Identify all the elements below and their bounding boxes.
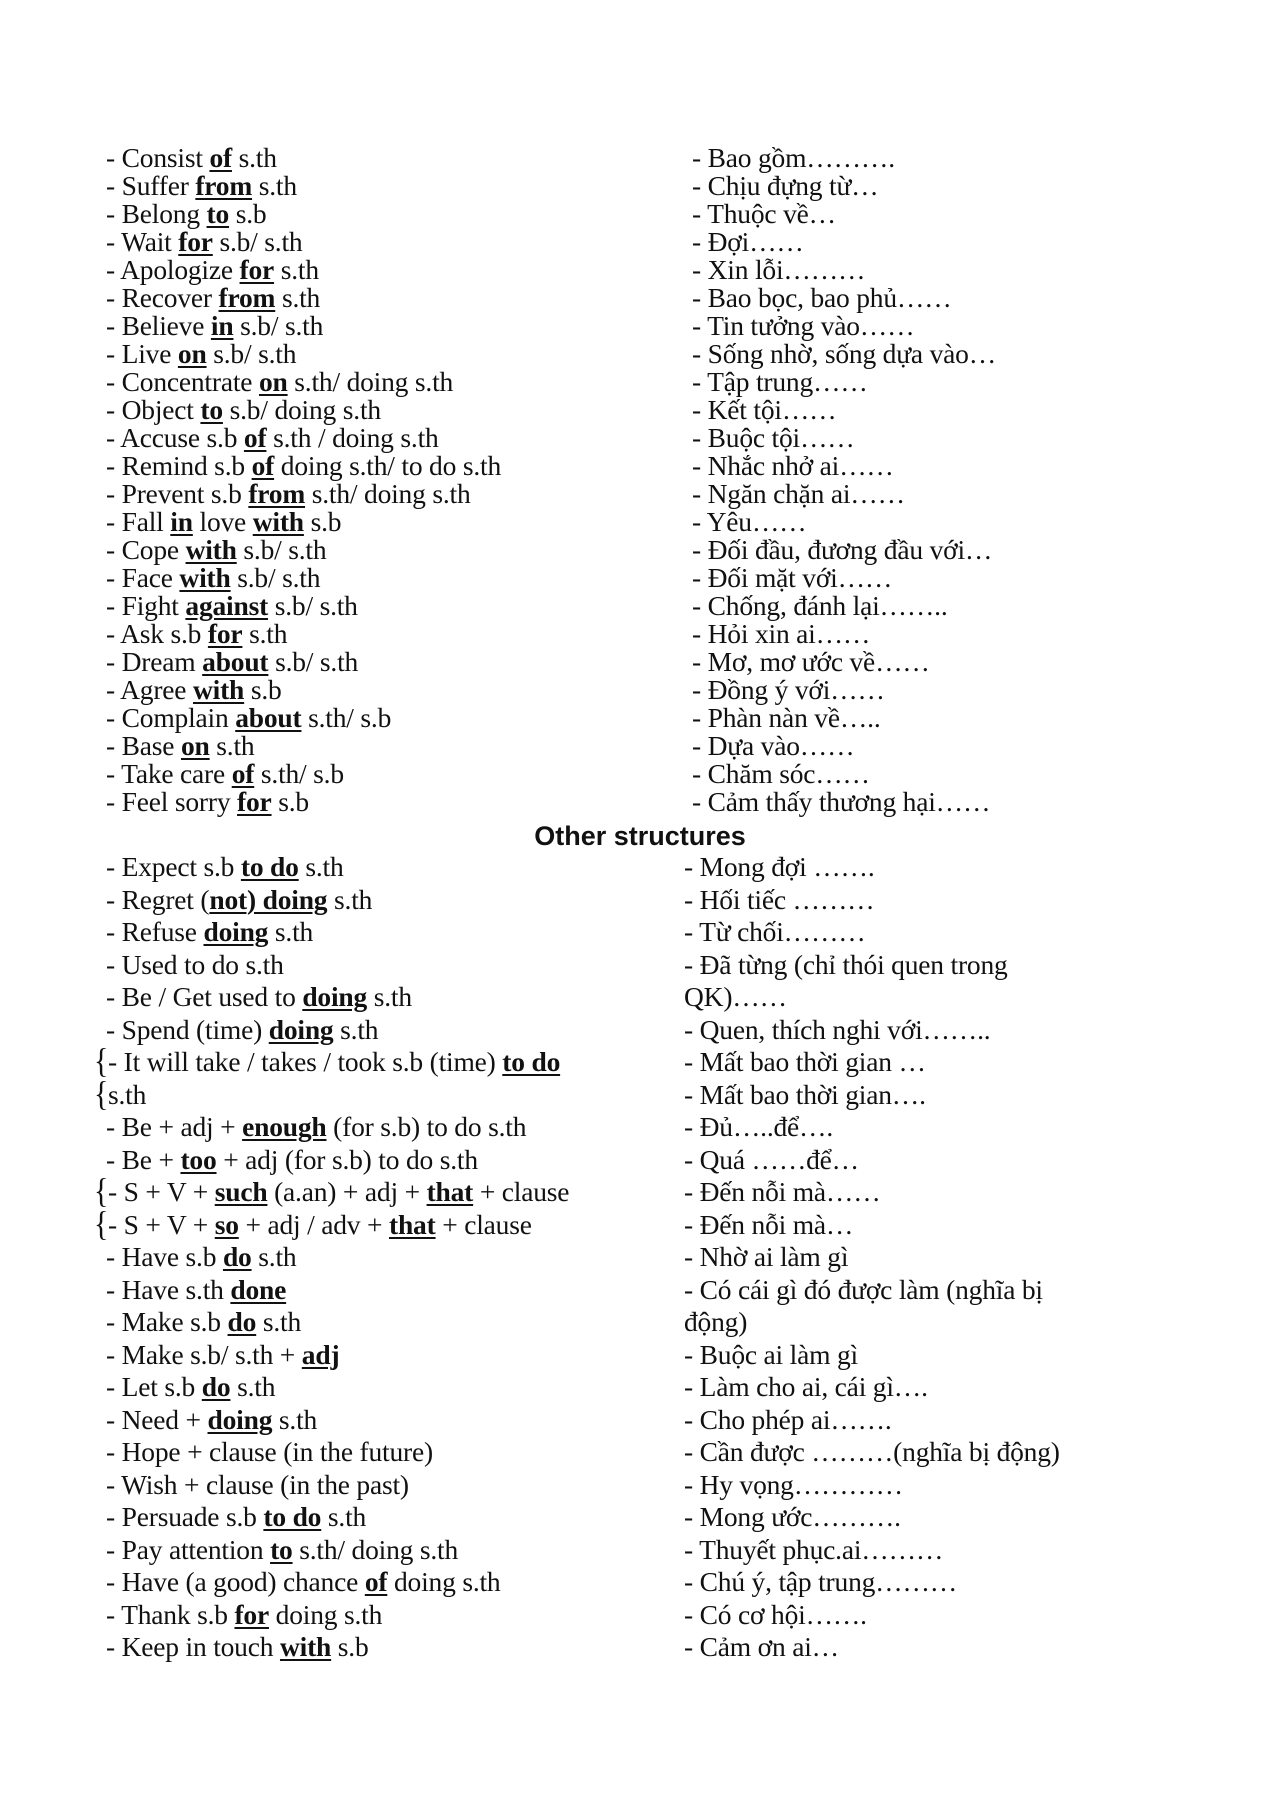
keyword: to xyxy=(200,394,223,425)
list-item: động) xyxy=(684,1306,748,1337)
text-segment: - S + V + xyxy=(108,1208,215,1240)
list-item xyxy=(106,564,501,592)
list-item xyxy=(106,368,501,396)
text-segment: - Have s.b xyxy=(106,1241,223,1272)
text-segment: s.th xyxy=(108,1078,147,1110)
text-segment: s.th xyxy=(333,1013,379,1045)
list-item: - Cần được ………(nghĩa bị động) xyxy=(684,1436,1060,1467)
keyword: do xyxy=(222,1241,252,1272)
keyword: about xyxy=(235,702,302,733)
list-item: - Bao bọc, bao phủ…… xyxy=(692,282,952,313)
list-item: - Kết tội…… xyxy=(692,394,837,425)
text-segment: s.b xyxy=(331,1631,369,1662)
text-segment: - Believe xyxy=(106,310,211,341)
list-item: - Hỏi xin ai…… xyxy=(692,618,871,649)
list-item: - Mơ, mơ ước về…… xyxy=(692,646,930,677)
text-segment: s.b xyxy=(244,674,282,705)
list-item: - Thuyết phục.ai……… xyxy=(684,1533,944,1565)
text-segment: (a.an) + adj + xyxy=(267,1176,427,1207)
text-segment: - Used to do s.th xyxy=(106,948,284,980)
keyword: adj xyxy=(301,1338,340,1370)
prepositional-verbs-list xyxy=(106,144,501,816)
text-segment: doing s.th xyxy=(387,1566,501,1597)
keyword: of xyxy=(251,450,275,481)
text-segment: s.th xyxy=(367,981,412,1012)
text-segment: - Face xyxy=(106,562,180,593)
list-item xyxy=(106,1306,569,1339)
section-title: Other structures xyxy=(534,821,746,851)
keyword: in xyxy=(210,310,234,341)
list-item: - Đến nỗi mà…… xyxy=(684,1176,881,1207)
list-item: - Yêu…… xyxy=(692,506,807,537)
list-item: QK)…… xyxy=(684,981,787,1012)
list-item xyxy=(106,949,569,982)
keyword: of xyxy=(231,758,255,789)
text-segment: - Have (a good) chance xyxy=(106,1566,365,1597)
text-segment: - Suffer xyxy=(106,170,196,201)
text-segment: - Belong xyxy=(106,198,207,229)
text-segment: - Persuade s.b xyxy=(106,1501,264,1532)
text-segment: love xyxy=(192,506,253,537)
text-segment: + adj (for s.b) to do s.th xyxy=(216,1143,478,1175)
keyword: to do xyxy=(240,851,299,882)
list-item: - Nhắc nhở ai…… xyxy=(692,450,894,481)
keyword: against xyxy=(185,590,269,621)
list-item: - Phàn nàn về….. xyxy=(692,702,881,733)
brace-mark: { xyxy=(94,1074,109,1113)
text-segment: s.th xyxy=(252,170,297,201)
text-segment: + clause xyxy=(473,1176,570,1207)
list-item: - Thuộc về… xyxy=(692,198,836,229)
text-segment: s.b xyxy=(271,786,309,817)
list-item xyxy=(106,1469,569,1502)
list-item: - Từ chối……… xyxy=(684,916,866,947)
keyword: in xyxy=(170,506,193,537)
list-item xyxy=(106,256,501,284)
text-segment: - Let s.b xyxy=(106,1371,202,1402)
keyword: for xyxy=(207,618,243,649)
list-item xyxy=(106,592,501,620)
text-segment: - Apologize xyxy=(106,254,240,285)
text-segment: - Hope + clause (in the future) xyxy=(106,1436,433,1467)
list-item xyxy=(106,916,569,949)
list-item xyxy=(106,851,569,884)
list-item: - Đã từng (chỉ thói quen trong xyxy=(684,948,1008,980)
text-segment: - Be + adj + xyxy=(106,1111,243,1142)
list-item xyxy=(106,1111,569,1144)
keyword: with xyxy=(252,506,304,537)
text-segment: - Accuse s.b xyxy=(106,422,244,453)
keyword: for xyxy=(239,254,275,285)
list-item: - Quá ……để… xyxy=(684,1143,859,1175)
text-segment: + adj / adv + xyxy=(238,1208,389,1240)
text-segment: - Need + xyxy=(106,1403,208,1435)
keyword: with xyxy=(179,562,231,593)
list-item xyxy=(106,172,501,200)
list-item: - Mất bao thời gian … xyxy=(684,1046,926,1077)
list-item xyxy=(94,1042,569,1081)
list-item: - Chú ý, tập trung……… xyxy=(684,1566,958,1597)
list-item xyxy=(106,648,501,676)
keyword: too xyxy=(180,1143,217,1175)
keyword: done xyxy=(230,1273,287,1305)
text-segment: s.b xyxy=(229,198,267,229)
text-segment: s.b/ s.th xyxy=(236,534,327,565)
list-item: - Hối tiếc ……… xyxy=(684,883,875,915)
keyword: do xyxy=(227,1306,257,1337)
list-item xyxy=(106,144,501,172)
list-item: - Dựa vào…… xyxy=(692,730,855,761)
text-segment: s.th xyxy=(231,142,277,173)
list-item xyxy=(106,1241,569,1274)
text-segment: s.th / doing s.th xyxy=(266,422,439,453)
text-segment: - Refuse xyxy=(106,916,204,947)
text-segment: - Dream xyxy=(106,646,203,677)
list-item: - Chịu đựng từ… xyxy=(692,170,879,201)
text-segment: - Fight xyxy=(106,590,186,621)
list-item xyxy=(106,200,501,228)
list-item: - Tin tưởng vào…… xyxy=(692,310,915,341)
keyword: from xyxy=(248,478,306,509)
keyword: doing xyxy=(268,1013,334,1045)
keyword: with xyxy=(185,534,237,565)
text-segment: - Have s.th xyxy=(106,1273,231,1305)
keyword: doing xyxy=(207,1403,273,1435)
text-segment: s.b/ s.th xyxy=(212,226,303,257)
keyword: to do xyxy=(502,1046,561,1077)
text-segment: - Consist xyxy=(106,142,210,173)
text-segment: s.b/ s.th xyxy=(268,590,358,621)
list-item: - Bao gồm………. xyxy=(692,142,895,173)
list-item: - Buộc ai làm gì xyxy=(684,1338,858,1370)
text-segment: s.b/ s.th xyxy=(206,338,297,369)
list-item: - Chăm sóc…… xyxy=(692,758,870,789)
list-item: - Ngăn chặn ai…… xyxy=(692,478,905,509)
text-segment: s.th xyxy=(251,1241,297,1272)
list-item xyxy=(106,536,501,564)
text-segment: s.b/ s.th xyxy=(268,646,359,677)
text-segment: s.th xyxy=(274,254,319,285)
other-structures-meanings xyxy=(684,851,1060,1664)
keyword: on xyxy=(177,338,207,369)
list-item xyxy=(106,1339,569,1372)
brace-mark: { xyxy=(94,1172,109,1211)
list-item xyxy=(106,312,501,340)
keyword: to xyxy=(270,1533,293,1565)
text-segment: - It will take / takes / took s.b (time) xyxy=(108,1046,503,1077)
list-item xyxy=(106,1371,569,1404)
text-segment: - Agree xyxy=(106,674,193,705)
list-item xyxy=(106,1014,569,1047)
text-segment: s.b/ s.th xyxy=(230,562,321,593)
keyword: with xyxy=(192,674,245,705)
list-item: - Đủ…..để…. xyxy=(684,1111,834,1142)
keyword: with xyxy=(279,1631,332,1662)
text-segment: + clause xyxy=(435,1208,532,1240)
list-item: - Hy vọng………… xyxy=(684,1468,903,1500)
text-segment: - S + V + xyxy=(108,1176,215,1207)
keyword: for xyxy=(178,226,213,257)
text-segment: - Prevent s.b xyxy=(106,478,249,509)
keyword: doing xyxy=(302,981,368,1012)
text-segment: s.b/ s.th xyxy=(233,310,324,341)
list-item xyxy=(106,1436,569,1469)
text-segment: s.th xyxy=(209,730,255,761)
keyword: enough xyxy=(242,1111,327,1142)
text-segment: s.th xyxy=(272,1403,318,1435)
text-segment: - Spend (time) xyxy=(106,1013,269,1045)
text-segment: - Feel sorry xyxy=(106,786,238,817)
keyword: of xyxy=(243,422,267,453)
keyword: that xyxy=(389,1208,436,1240)
list-item: - Mong ước………. xyxy=(684,1501,901,1532)
list-item: - Đợi…… xyxy=(692,226,804,257)
text-segment: - Fall xyxy=(106,506,171,537)
text-segment: - Ask s.b xyxy=(106,618,208,649)
keyword: that xyxy=(426,1176,474,1207)
list-item xyxy=(106,1274,569,1307)
text-segment: s.th/ doing s.th xyxy=(292,1533,459,1565)
text-segment: - Make s.b/ s.th + xyxy=(106,1338,302,1370)
keyword: on xyxy=(258,366,288,397)
text-segment: s.th xyxy=(242,618,288,649)
brace-mark: { xyxy=(94,1204,109,1243)
keyword: of xyxy=(209,142,232,173)
text-segment: - Concentrate xyxy=(106,366,259,397)
list-item xyxy=(106,1534,569,1567)
list-item xyxy=(106,676,501,704)
list-item xyxy=(106,981,569,1014)
list-item xyxy=(94,1172,570,1211)
list-item: - Có cơ hội……. xyxy=(684,1598,867,1630)
keyword: such xyxy=(214,1176,268,1207)
keyword: from xyxy=(218,282,276,313)
text-segment: s.b/ doing s.th xyxy=(222,394,381,425)
keyword: do xyxy=(201,1371,231,1402)
text-segment: - Object xyxy=(106,394,201,425)
text-segment: s.th xyxy=(230,1371,276,1402)
text-segment: (for s.b) to do s.th xyxy=(326,1111,527,1142)
list-item xyxy=(106,884,569,917)
keyword: for xyxy=(237,786,272,817)
list-item: - Mong đợi ……. xyxy=(684,851,875,882)
list-item xyxy=(106,1599,569,1632)
keyword: to xyxy=(206,198,230,229)
list-item: - Đối đầu, đương đầu với… xyxy=(692,534,993,565)
list-item xyxy=(106,620,501,648)
text-segment: s.th xyxy=(256,1306,302,1337)
keyword: for xyxy=(234,1598,269,1630)
list-item xyxy=(106,396,501,424)
text-segment: s.th xyxy=(321,1501,367,1532)
list-item xyxy=(106,452,501,480)
keyword: on xyxy=(180,730,210,761)
list-item xyxy=(106,788,501,816)
list-item: - Cảm ơn ai… xyxy=(684,1631,839,1662)
list-item xyxy=(106,480,501,508)
list-item xyxy=(106,760,501,788)
other-structures-list xyxy=(94,851,570,1664)
keyword: not) doing xyxy=(209,883,328,915)
list-item: - Đối mặt với…… xyxy=(692,562,893,593)
keyword: to do xyxy=(263,1501,322,1532)
list-item xyxy=(106,1404,569,1437)
list-item xyxy=(106,284,501,312)
text-segment: - Remind s.b xyxy=(106,450,252,481)
keyword: from xyxy=(195,170,253,201)
list-item: - Tập trung…… xyxy=(692,366,868,397)
text-segment: - Live xyxy=(106,338,178,369)
keyword: so xyxy=(214,1208,239,1240)
list-item xyxy=(94,1074,569,1113)
text-segment: - Be / Get used to xyxy=(106,981,303,1012)
list-item: - Nhờ ai làm gì xyxy=(684,1241,849,1272)
text-segment: s.th/ s.b xyxy=(254,758,344,789)
text-segment: - Wish + clause (in the past) xyxy=(106,1468,409,1500)
list-item xyxy=(106,424,501,452)
text-segment: - Complain xyxy=(106,702,236,733)
text-segment: s.th xyxy=(275,282,321,313)
text-segment: - Be + xyxy=(106,1143,181,1175)
text-segment: doing s.th xyxy=(268,1598,383,1630)
list-item: - Mất bao thời gian…. xyxy=(684,1078,926,1110)
text-segment: - Keep in touch xyxy=(106,1631,280,1662)
list-item: - Chống, đánh lại…….. xyxy=(692,590,948,621)
text-segment: s.th/ doing s.th xyxy=(305,478,471,509)
text-segment: - Recover xyxy=(106,282,219,313)
list-item xyxy=(106,704,501,732)
list-item xyxy=(106,508,501,536)
text-segment: s.th/ s.b xyxy=(301,702,392,733)
keyword: about xyxy=(202,646,269,677)
list-item: - Sống nhờ, sống dựa vào… xyxy=(692,338,997,369)
list-item xyxy=(106,228,501,256)
list-item: - Đến nỗi mà… xyxy=(684,1208,854,1240)
text-segment: - Thank s.b xyxy=(106,1598,235,1630)
list-item: - Cảm thấy thương hại…… xyxy=(692,786,991,817)
keyword: of xyxy=(364,1566,388,1597)
text-segment: - Cope xyxy=(106,534,186,565)
text-segment: doing s.th/ to do s.th xyxy=(274,450,501,481)
prepositional-verbs-meanings xyxy=(692,144,996,816)
list-item: - Quen, thích nghi với…….. xyxy=(684,1013,991,1045)
list-item: - Cho phép ai……. xyxy=(684,1403,892,1435)
text-segment: - Make s.b xyxy=(106,1306,228,1337)
list-item: - Xin lỗi……… xyxy=(692,254,866,285)
text-segment: s.b xyxy=(303,506,342,537)
list-item xyxy=(106,1501,569,1534)
text-segment: - Expect s.b xyxy=(106,851,241,882)
text-segment: s.th/ doing s.th xyxy=(287,366,454,397)
text-segment: s.th xyxy=(268,916,314,947)
list-item xyxy=(94,1204,569,1243)
list-item xyxy=(106,1566,569,1599)
list-item xyxy=(106,1631,569,1664)
list-item: - Buộc tội…… xyxy=(692,422,855,453)
text-segment: - Wait xyxy=(106,226,179,257)
list-item xyxy=(106,1144,569,1177)
text-segment: s.th xyxy=(327,883,373,915)
list-item: - Làm cho ai, cái gì…. xyxy=(684,1371,928,1402)
text-segment: - Regret ( xyxy=(106,883,210,915)
list-item xyxy=(106,340,501,368)
keyword: doing xyxy=(203,916,269,947)
text-segment: - Take care xyxy=(106,758,232,789)
text-segment: - Pay attention xyxy=(106,1533,271,1565)
list-item xyxy=(106,732,501,760)
text-segment: - Base xyxy=(106,730,181,761)
list-item: - Có cái gì đó được làm (nghĩa bị xyxy=(684,1273,1043,1305)
text-segment: s.th xyxy=(298,851,344,882)
list-item: - Đồng ý với…… xyxy=(692,674,885,705)
brace-mark: { xyxy=(94,1042,109,1081)
